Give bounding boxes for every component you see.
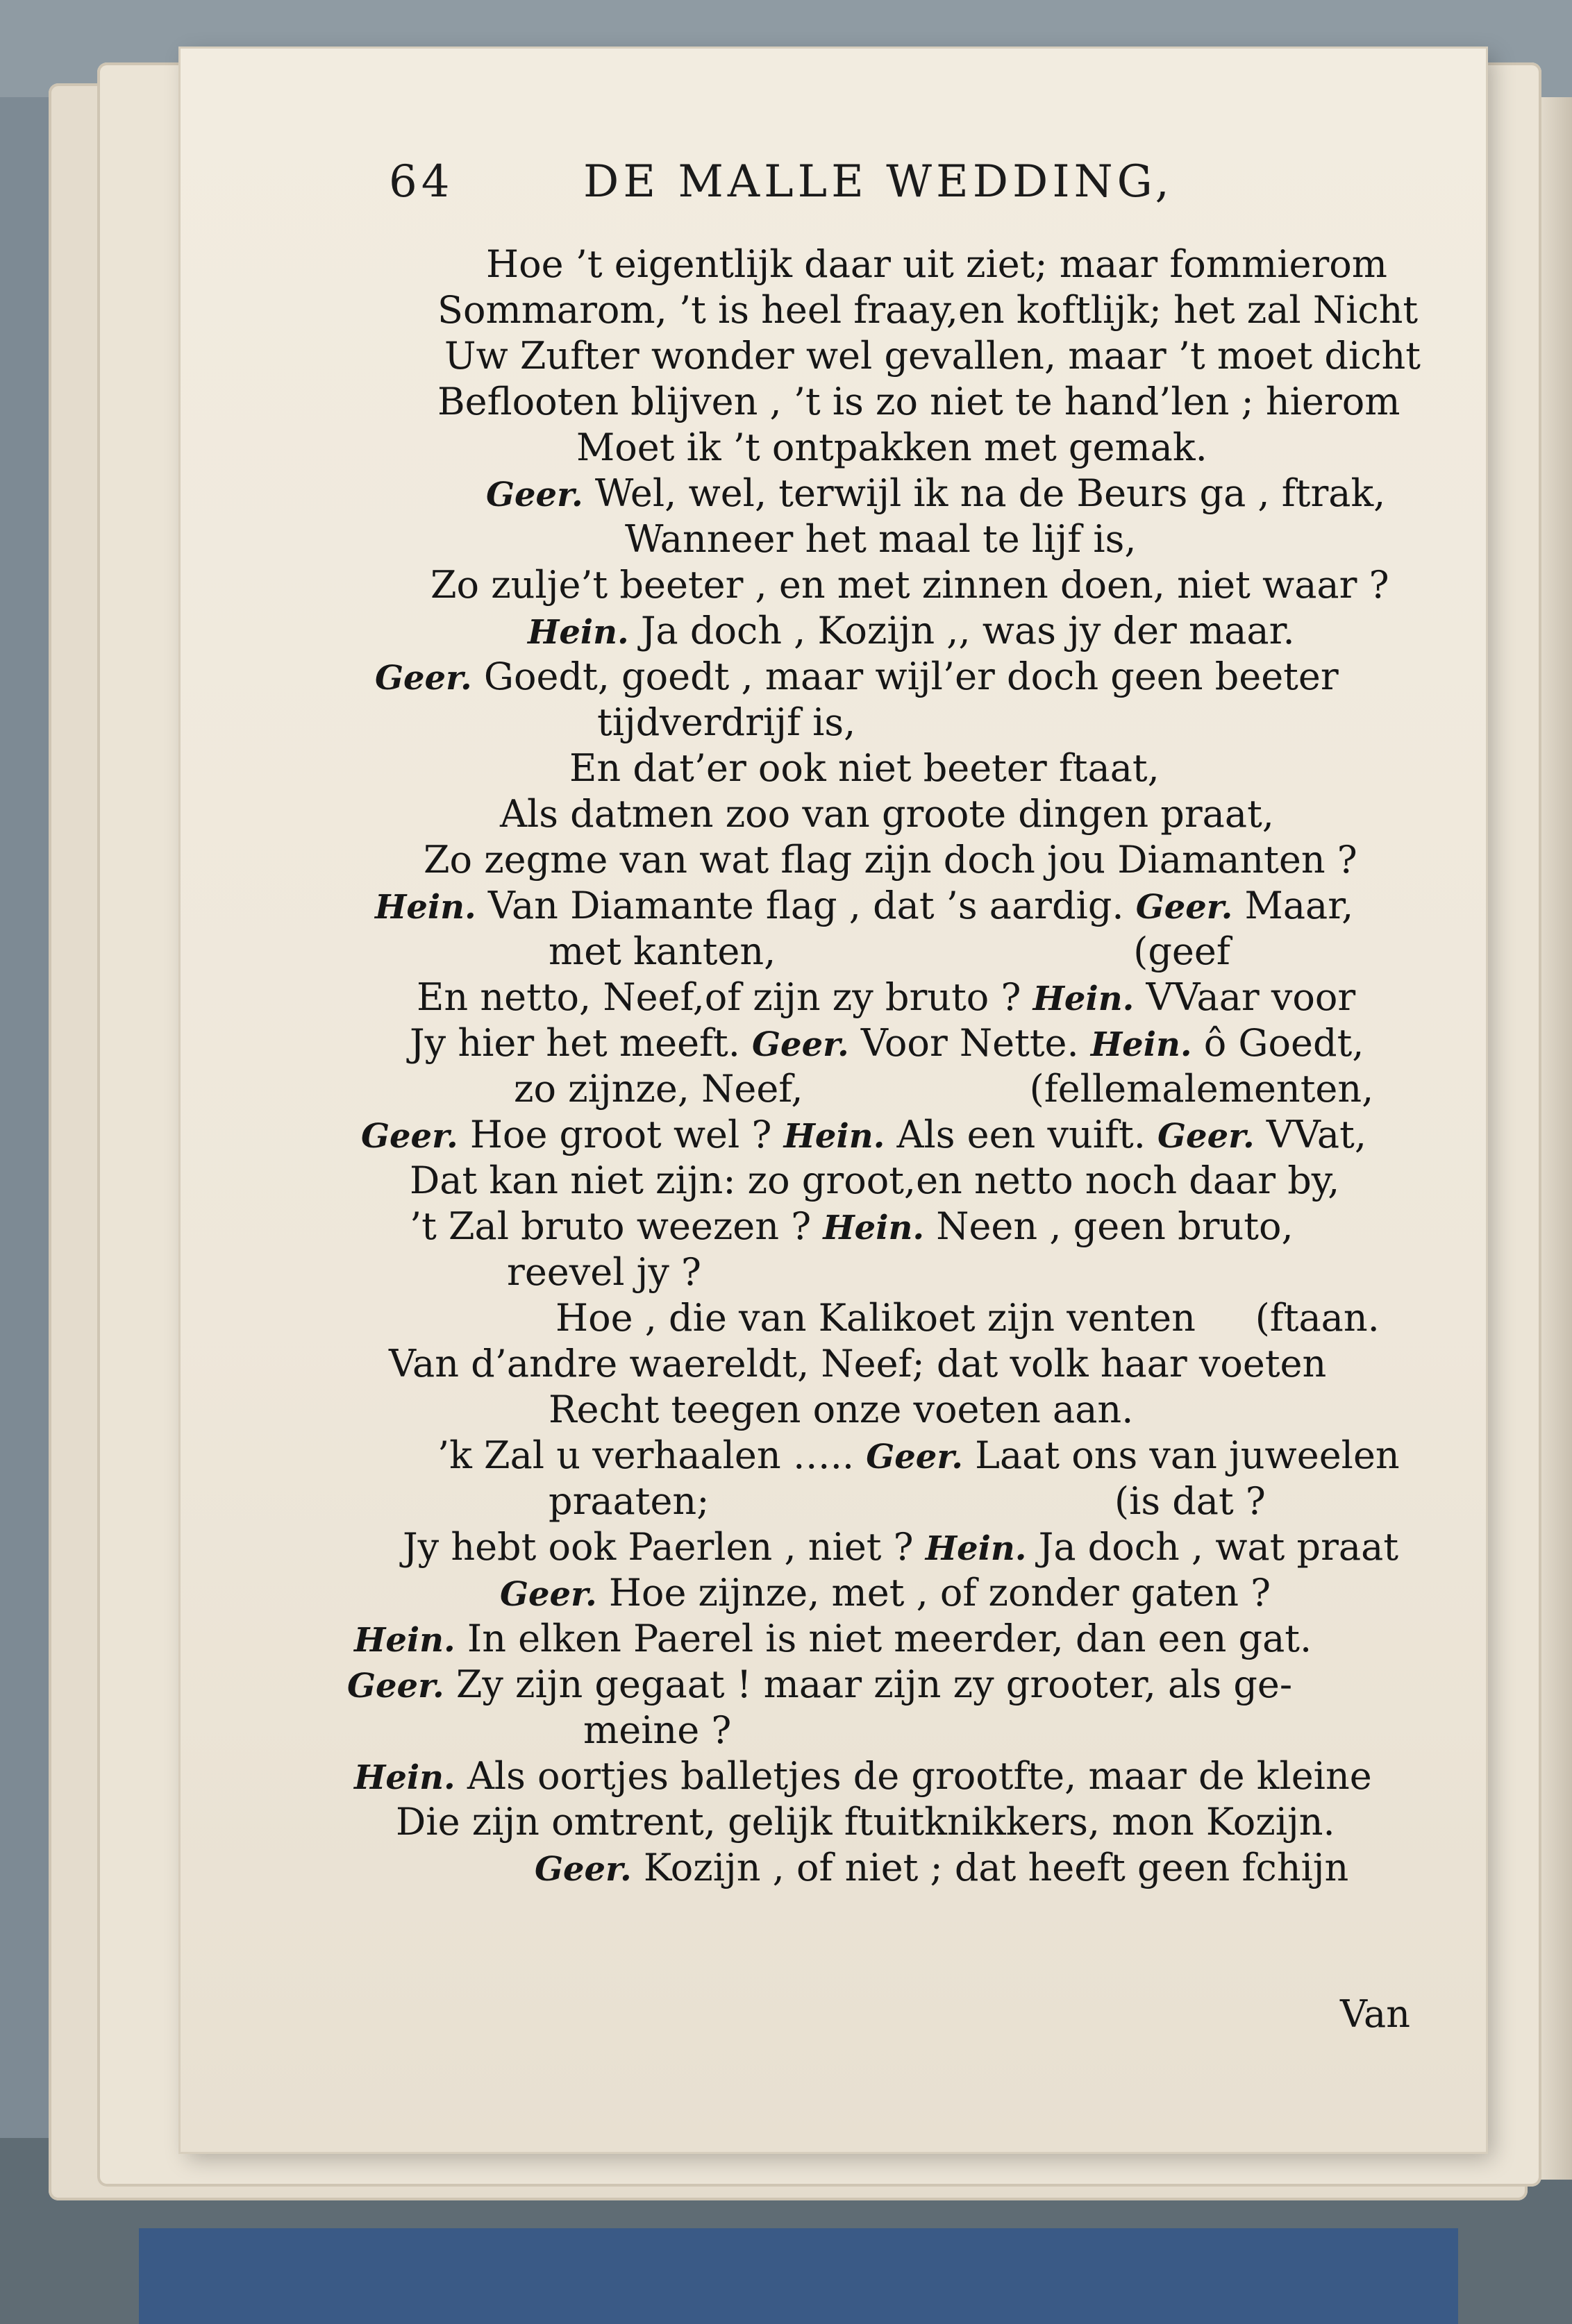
text-line [347,1663,1292,1706]
line-text: Jy hebt ook Paerlen , niet ? [403,1525,926,1569]
text-line [410,1022,1364,1065]
text-line [430,564,1389,607]
speaker-label: Geer. [486,475,583,514]
text-line [549,930,1230,973]
text-line [375,655,1339,698]
line-text: Goedt, goedt , maar wijl’er doch geen beeter [471,655,1339,698]
line-text: Recht teegen onze voeten aan. [549,1388,1134,1431]
line-text: Als datmen zoo van groote dingen praat, [500,792,1274,836]
text-line [389,1342,1326,1386]
line-text: Jy hier het meeft. [410,1021,753,1065]
text-line [410,1205,1294,1248]
line-text: Van d’andre waereldt, Neef; dat volk haar voeten [389,1342,1327,1386]
speaker-label: Hein. [1090,1025,1192,1064]
line-text: Uw Zufter wonder wel gevallen, maar ’t moet dicht [444,334,1421,378]
line-text: Wel, wel, terwijl ik na de Beurs ga , ftrak, [583,471,1386,515]
line-text: Ja doch , Kozijn ,, was jy der maar. [628,609,1295,652]
line-text: Kozijn , of niet ; dat heeft geen fchijn [631,1846,1349,1889]
line-text: VVat, [1254,1113,1366,1156]
line-text: Zo zulje’t beeter , en met zinnen doen, niet waar ? [430,563,1389,607]
speaker-label: Geer. [1135,888,1233,927]
text-line [625,518,1137,561]
line-text: Als een vuift. [885,1113,1158,1156]
speaker-label: Hein. [823,1209,925,1247]
line-text: Voor Nette. [848,1021,1091,1065]
text-line [410,1159,1339,1202]
line-text: Die zijn omtrent, gelijk ftuitknikkers, mon Kozijn. [396,1800,1335,1844]
speaker-label: Geer. [866,1438,963,1476]
line-text: In elken Paerel is niet meerder, dan een gat. [455,1617,1312,1660]
page-number: 64 [389,156,454,208]
line-text: En netto, Neef,of zijn zy bruto ? [417,975,1033,1019]
line-text: VVaar voor [1134,975,1356,1019]
line-text: Zy zijn gegaat ! maar zijn zy grooter, als ge- [444,1662,1293,1706]
line-text: Sommarom, ’t is heel fraay,en koftlijk; het zal Nicht [437,288,1419,332]
line-text: Ja doch , wat praat [1026,1525,1399,1569]
text-line [437,289,1418,332]
line-text: Maar, [1232,884,1354,927]
text-line [486,243,1387,286]
text-line [500,793,1274,836]
text-line [424,839,1357,882]
speaker-label: Geer. [752,1025,849,1064]
line-text: Wanneer het maal te lijf is, [625,517,1137,561]
text-line [507,1251,701,1294]
speaker-label: Hein. [1032,979,1135,1018]
line-text: meine ? [583,1708,732,1752]
text-line [500,1572,1271,1615]
speaker-label: Hein. [783,1117,885,1156]
text-line [354,1755,1372,1798]
line-text: Moet ik ’t ontpakken met gemak. [576,426,1207,469]
speaker-label: Hein. [354,1758,455,1797]
speaker-label: Hein. [528,613,629,652]
line-text: Van Diamante flag , dat ’s aardig. [476,884,1136,927]
text-line [486,472,1385,515]
line-text: ’k Zal u verhaalen ….. [437,1433,867,1477]
line-text: Hoe zijnze, met , of zonder gaten ? [596,1571,1271,1615]
page-header [389,156,1416,219]
speaker-label: Geer. [361,1117,458,1156]
line-text: reevel jy ? [507,1250,701,1294]
text-line [375,884,1353,927]
line-text: En dat’er ook niet beeter ftaat, [569,746,1160,790]
line-text: Hoe , die van Kalikoet zijn venten (ftaan. [555,1296,1380,1340]
text-line [417,976,1355,1019]
text-line [528,609,1295,652]
line-text: ô Goedt, [1191,1021,1364,1065]
speaker-label: Geer. [347,1667,444,1706]
text-line [583,1709,731,1752]
line-text: Neen , geen bruto, [924,1204,1294,1248]
text-line [437,1434,1400,1477]
speaker-label: Geer. [500,1575,597,1614]
line-text: zo zijnze, Neef, (fellemalementen, [514,1067,1374,1111]
speaker-label: Geer. [535,1850,632,1889]
line-text: tijdverdrijf is, [597,700,856,744]
text-line [569,747,1160,790]
text-line [555,1297,1380,1340]
line-text: praaten; (is dat ? [549,1479,1266,1523]
line-text: Beflooten blijven , ’t is zo niet te hand’len ; hierom [437,380,1400,423]
running-title: DE MALLE WEDDING, [583,156,1173,208]
text-line [361,1113,1366,1156]
text-line [549,1388,1133,1431]
speaker-label: Geer. [375,659,472,698]
line-text: Dat kan niet zijn: zo groot,en netto noch daar by, [410,1159,1340,1202]
text-line [549,1480,1266,1523]
blue-cloth [139,2228,1458,2324]
speaker-label: Hein. [375,888,476,927]
line-text: ’t Zal bruto weezen ? [410,1204,823,1248]
line-text: Zo zegme van wat flag zijn doch jou Diamanten ? [424,838,1357,882]
line-text: met kanten, (geef [549,929,1230,973]
text-line [396,1801,1335,1844]
text-line [514,1068,1373,1111]
catchword: Van [1340,1992,1411,2036]
text-line [597,701,855,744]
text-line [403,1526,1398,1569]
speaker-label: Hein. [354,1621,455,1660]
line-text: Laat ons van juweelen [962,1433,1400,1477]
line-text: Als oortjes balletjes de grootfte, maar de kleine [455,1754,1372,1798]
text-line [535,1846,1348,1889]
speaker-label: Hein. [925,1529,1027,1568]
text-line [444,335,1421,378]
line-text: Hoe ’t eigentlijk daar uit ziet; maar fommierom [486,242,1387,286]
line-text: Hoe groot wel ? [458,1113,784,1156]
text-line [576,426,1207,469]
text-line [437,380,1400,423]
speaker-label: Geer. [1157,1117,1255,1156]
text-line [354,1617,1312,1660]
